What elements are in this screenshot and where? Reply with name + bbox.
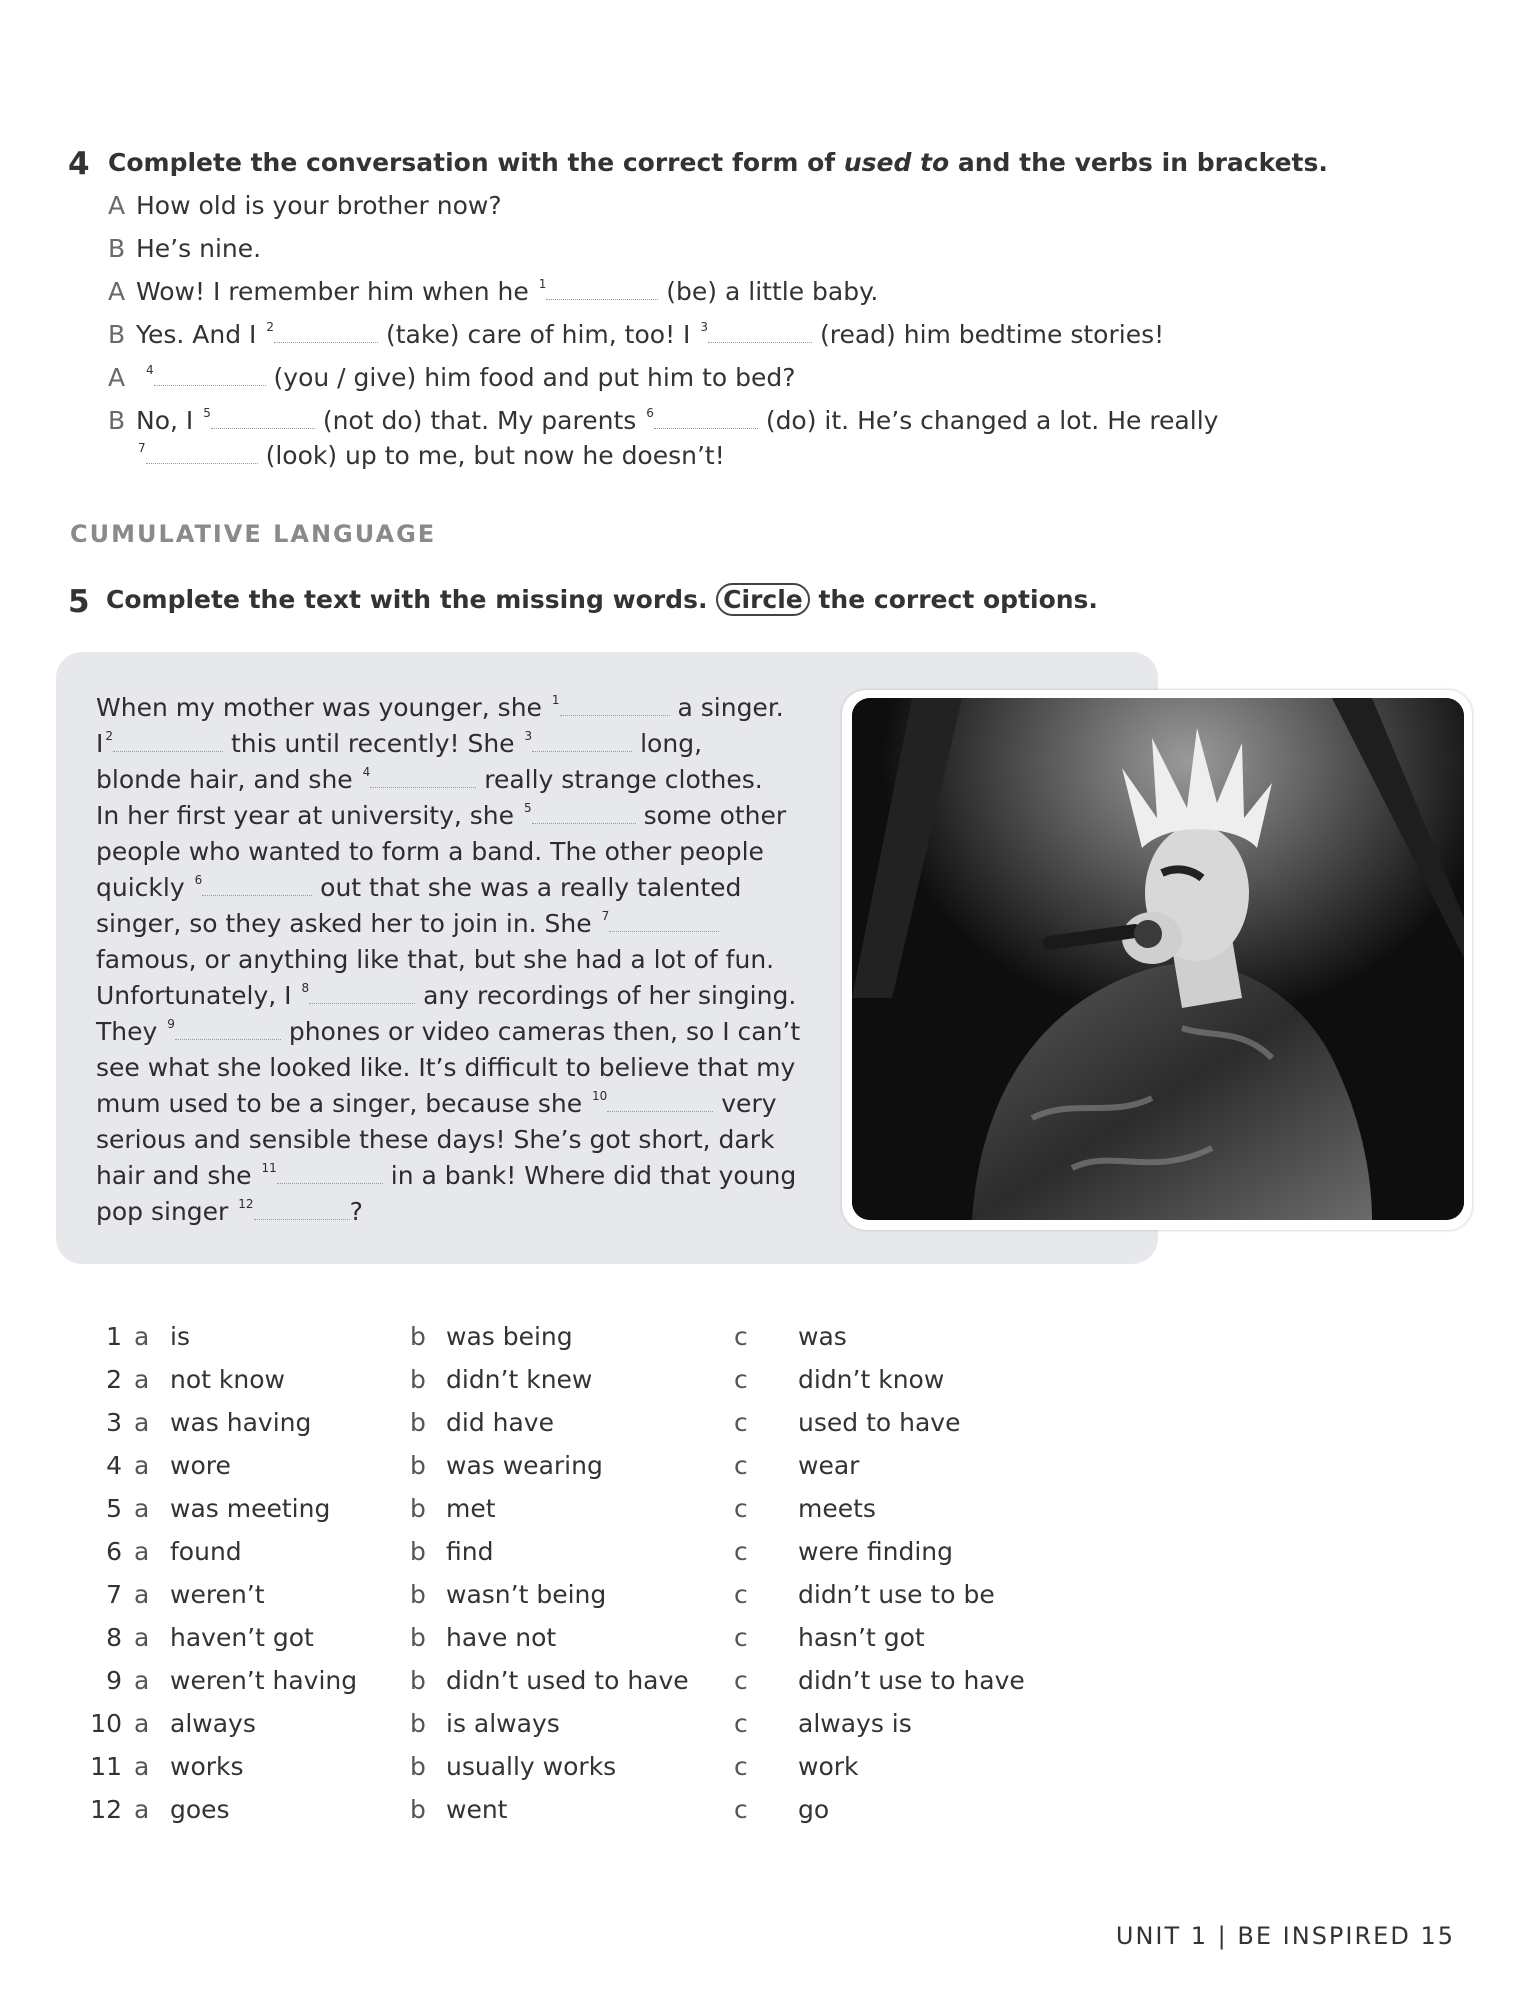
question-number: 12 xyxy=(90,1795,122,1824)
circle-word: Circle xyxy=(716,583,810,616)
line-text: How old is your brother now? xyxy=(136,191,502,220)
option-c-letter[interactable]: c xyxy=(734,1494,748,1523)
option-c[interactable]: were finding xyxy=(798,1537,954,1566)
option-c-letter[interactable]: c xyxy=(734,1752,748,1781)
passage-text: any recordings of her singing. xyxy=(423,981,797,1010)
option-b-letter[interactable]: b xyxy=(410,1322,426,1351)
gap-number: 4 xyxy=(145,363,154,377)
line-text: (be) a little baby. xyxy=(666,277,879,306)
option-c[interactable]: wear xyxy=(798,1451,860,1480)
question-number: 6 xyxy=(106,1537,122,1566)
passage-text: see what she looked like. It’s difficult to believe that my xyxy=(96,1053,796,1082)
option-b-letter[interactable]: b xyxy=(410,1752,426,1781)
option-c-letter[interactable]: c xyxy=(734,1795,748,1824)
passage-text: ? xyxy=(349,1197,363,1226)
instruction-text-end: and the verbs in brackets. xyxy=(949,148,1328,177)
passage-text: in a bank! Where did that young xyxy=(390,1161,797,1190)
answer-blank[interactable] xyxy=(146,441,258,464)
gap-number: 1 xyxy=(538,277,547,291)
passage-text: phones or video cameras then, so I can’t xyxy=(288,1017,801,1046)
option-a-letter[interactable]: a xyxy=(134,1752,150,1781)
exercise-5-number: 5 xyxy=(68,584,90,620)
option-c[interactable]: didn’t know xyxy=(798,1365,945,1394)
option-a-letter[interactable]: a xyxy=(134,1451,150,1480)
option-c-letter[interactable]: c xyxy=(734,1365,748,1394)
gap-number: 8 xyxy=(301,981,310,995)
gap-number: 5 xyxy=(523,801,532,815)
passage-line-7 xyxy=(96,906,776,942)
option-b-letter[interactable]: b xyxy=(410,1580,426,1609)
answer-blank[interactable] xyxy=(532,729,632,752)
passage-line-13 xyxy=(96,1122,776,1158)
gap-number: 12 xyxy=(238,1197,254,1211)
option-b[interactable]: was being xyxy=(446,1322,573,1351)
option-c-letter[interactable]: c xyxy=(734,1537,748,1566)
passage-text: quickly xyxy=(96,873,185,902)
option-c[interactable]: go xyxy=(798,1795,830,1824)
answer-blank[interactable] xyxy=(175,1017,281,1040)
option-c[interactable]: meets xyxy=(798,1494,876,1523)
option-b[interactable]: met xyxy=(446,1494,496,1523)
question-number: 9 xyxy=(106,1666,122,1695)
passage-line-3 xyxy=(96,762,776,798)
option-b-letter[interactable]: b xyxy=(410,1795,426,1824)
answer-blank[interactable] xyxy=(202,873,312,896)
singer-illustration xyxy=(852,698,1464,1220)
reading-passage xyxy=(96,690,801,1230)
line-text: (read) him bedtime stories! xyxy=(819,320,1165,349)
option-a[interactable]: always xyxy=(170,1709,256,1738)
passage-line-5 xyxy=(96,834,776,870)
option-b-letter[interactable]: b xyxy=(410,1709,426,1738)
answer-blank[interactable] xyxy=(154,363,266,386)
line-text: No, I xyxy=(136,406,194,435)
gap-number: 6 xyxy=(194,873,203,887)
speaker: A xyxy=(108,277,126,306)
passage-text: mum used to be a singer, because she xyxy=(96,1089,583,1118)
option-b[interactable]: didn’t knew xyxy=(446,1365,593,1394)
option-a[interactable]: weren’t xyxy=(170,1580,265,1609)
passage-line-2 xyxy=(96,726,776,762)
conversation-line-3 xyxy=(108,277,878,306)
page-footer xyxy=(1116,1922,1455,1950)
passage-line-8 xyxy=(96,942,776,978)
conversation-line-5 xyxy=(108,363,796,392)
option-c-letter[interactable]: c xyxy=(734,1623,748,1652)
passage-text: In her first year at university, she xyxy=(96,801,515,830)
passage-line-4 xyxy=(96,798,787,834)
gap-number: 4 xyxy=(362,765,371,779)
answer-blank[interactable] xyxy=(609,909,719,932)
option-b[interactable]: didn’t used to have xyxy=(446,1666,689,1695)
line-text: (not do) that. My parents xyxy=(322,406,637,435)
option-c-letter[interactable]: c xyxy=(734,1666,748,1695)
passage-text: They xyxy=(96,1017,158,1046)
speaker: B xyxy=(108,234,126,263)
option-a-letter[interactable]: a xyxy=(134,1709,150,1738)
answer-blank[interactable] xyxy=(532,801,636,824)
passage-text: out that she was a really talented xyxy=(320,873,742,902)
page-number: 15 xyxy=(1420,1922,1455,1950)
option-c-letter[interactable]: c xyxy=(734,1580,748,1609)
answer-blank[interactable] xyxy=(708,320,812,343)
option-b[interactable]: was wearing xyxy=(446,1451,603,1480)
conversation-line-7 xyxy=(136,441,725,470)
option-a-letter[interactable]: a xyxy=(134,1666,150,1695)
option-b[interactable]: went xyxy=(446,1795,508,1824)
instruction-text: Complete the text with the missing words. xyxy=(106,585,708,614)
gap-number: 1 xyxy=(551,693,560,707)
option-b-letter[interactable]: b xyxy=(410,1451,426,1480)
instruction-text: Complete the conversation with the correct form of xyxy=(108,148,844,177)
line-text: (you / give) him food and put him to bed? xyxy=(273,363,796,392)
passage-text: serious and sensible these days! She’s got short, dark xyxy=(96,1125,775,1154)
passage-line-12 xyxy=(96,1086,776,1122)
question-number: 7 xyxy=(106,1580,122,1609)
option-c-letter[interactable]: c xyxy=(734,1408,748,1437)
answer-blank[interactable] xyxy=(560,693,670,716)
unit-label: UNIT 1 xyxy=(1115,1922,1209,1950)
answer-blank[interactable] xyxy=(309,981,415,1004)
exercise-4-instruction xyxy=(108,148,1328,177)
passage-text: singer, so they asked her to join in. She xyxy=(96,909,592,938)
answer-blank[interactable] xyxy=(211,406,315,429)
answer-blank[interactable] xyxy=(254,1197,350,1220)
option-a[interactable]: weren’t having xyxy=(170,1666,358,1695)
question-number: 5 xyxy=(106,1494,122,1523)
gap-number: 3 xyxy=(524,729,533,743)
option-b[interactable]: find xyxy=(446,1537,494,1566)
question-number: 4 xyxy=(106,1451,122,1480)
speaker: B xyxy=(108,406,126,435)
option-c[interactable]: didn’t use to have xyxy=(798,1666,1025,1695)
answer-blank[interactable] xyxy=(370,765,476,788)
passage-text: Unfortunately, I xyxy=(96,981,292,1010)
line-text: (take) care of him, too! I xyxy=(385,320,691,349)
answer-blank[interactable] xyxy=(274,320,378,343)
option-c[interactable]: always is xyxy=(798,1709,912,1738)
option-c[interactable]: was xyxy=(798,1322,847,1351)
passage-text: a singer. xyxy=(677,693,784,722)
passage-line-1 xyxy=(96,690,784,726)
answer-blank[interactable] xyxy=(277,1161,383,1184)
speaker: A xyxy=(108,191,126,220)
passage-line-6 xyxy=(96,870,776,906)
footer-separator: | xyxy=(1217,1922,1228,1950)
option-b[interactable]: usually works xyxy=(446,1752,617,1781)
line-text: (do) it. He’s changed a lot. He really xyxy=(765,406,1219,435)
option-b[interactable]: wasn’t being xyxy=(446,1580,607,1609)
passage-line-10 xyxy=(96,1014,801,1050)
passage-text: long, xyxy=(640,729,703,758)
conversation-line-6 xyxy=(108,406,1218,435)
option-c[interactable]: work xyxy=(798,1752,859,1781)
option-b-letter[interactable]: b xyxy=(410,1623,426,1652)
gap-number: 5 xyxy=(203,406,211,420)
gap-number: 11 xyxy=(261,1161,277,1175)
line-text: Yes. And I xyxy=(136,320,257,349)
gap-number: 2 xyxy=(266,320,274,334)
passage-text: hair and she xyxy=(96,1161,252,1190)
option-a-letter[interactable]: a xyxy=(134,1795,150,1824)
conversation-line-1 xyxy=(108,191,502,220)
gap-number: 9 xyxy=(167,1017,175,1031)
option-c[interactable]: hasn’t got xyxy=(798,1623,925,1652)
question-number: 11 xyxy=(90,1752,122,1781)
option-c[interactable]: didn’t use to be xyxy=(798,1580,995,1609)
gap-number: 6 xyxy=(646,406,654,420)
question-number: 8 xyxy=(106,1623,122,1652)
passage-text: some other xyxy=(643,801,787,830)
option-a-letter[interactable]: a xyxy=(134,1580,150,1609)
option-a[interactable]: works xyxy=(170,1752,244,1781)
passage-line-11 xyxy=(96,1050,796,1086)
section-heading: CUMULATIVE LANGUAGE xyxy=(70,520,437,548)
gap-number: 2 xyxy=(105,729,114,743)
option-a-letter[interactable]: a xyxy=(134,1537,150,1566)
passage-text: famous, or anything like that, but she had a lot of fun. xyxy=(96,945,775,974)
answer-blank[interactable] xyxy=(546,277,658,300)
question-number: 3 xyxy=(106,1408,122,1437)
option-a[interactable]: is xyxy=(170,1322,190,1351)
option-b-letter[interactable]: b xyxy=(410,1494,426,1523)
option-a-letter[interactable]: a xyxy=(134,1494,150,1523)
gap-number: 3 xyxy=(700,320,709,334)
option-a-letter[interactable]: a xyxy=(134,1322,150,1351)
question-number: 2 xyxy=(106,1365,122,1394)
option-c-letter[interactable]: c xyxy=(734,1709,748,1738)
passage-text: I xyxy=(96,729,104,758)
option-a[interactable]: found xyxy=(170,1537,242,1566)
line-text: He’s nine. xyxy=(136,234,262,263)
option-b[interactable]: have not xyxy=(446,1623,557,1652)
gap-number: 7 xyxy=(138,441,146,455)
passage-text: very xyxy=(721,1089,777,1118)
passage-line-9 xyxy=(96,978,797,1014)
option-a-letter[interactable]: a xyxy=(134,1365,150,1394)
passage-text: pop singer xyxy=(96,1197,229,1226)
passage-line-14 xyxy=(96,1158,797,1194)
passage-text: really strange clothes. xyxy=(484,765,763,794)
option-b-letter[interactable]: b xyxy=(410,1537,426,1566)
instruction-text-end: the correct options. xyxy=(818,585,1098,614)
exercise-5-instruction xyxy=(106,585,1098,614)
answer-blank[interactable] xyxy=(654,406,758,429)
passage-line-15 xyxy=(96,1194,776,1230)
option-b[interactable]: did have xyxy=(446,1408,554,1437)
option-a[interactable]: not know xyxy=(170,1365,285,1394)
unit-title: BE INSPIRED xyxy=(1237,1922,1411,1950)
answer-blank[interactable] xyxy=(607,1089,713,1112)
option-b[interactable]: is always xyxy=(446,1709,560,1738)
instruction-italic: used to xyxy=(843,148,950,177)
gap-number: 7 xyxy=(601,909,610,923)
passage-text: When my mother was younger, she xyxy=(96,693,542,722)
line-text: Wow! I remember him when he xyxy=(136,277,529,306)
question-number: 10 xyxy=(90,1709,122,1738)
option-b-letter[interactable]: b xyxy=(410,1365,426,1394)
passage-text: blonde hair, and she xyxy=(96,765,353,794)
passage-text: this until recently! She xyxy=(230,729,515,758)
line-text: (look) up to me, but now he doesn’t! xyxy=(265,441,725,470)
conversation-line-2 xyxy=(108,234,261,263)
gap-number: 10 xyxy=(592,1089,608,1103)
option-c-letter[interactable]: c xyxy=(734,1322,748,1351)
option-a[interactable]: was meeting xyxy=(170,1494,331,1523)
option-b-letter[interactable]: b xyxy=(410,1408,426,1437)
option-a-letter[interactable]: a xyxy=(134,1623,150,1652)
option-a-letter[interactable]: a xyxy=(134,1408,150,1437)
option-a[interactable]: haven’t got xyxy=(170,1623,314,1652)
question-number: 1 xyxy=(106,1322,122,1351)
option-c-letter[interactable]: c xyxy=(734,1451,748,1480)
singer-photo xyxy=(852,698,1464,1220)
speaker: B xyxy=(108,320,126,349)
option-a[interactable]: wore xyxy=(170,1451,231,1480)
speaker: A xyxy=(108,363,126,392)
option-c[interactable]: used to have xyxy=(798,1408,961,1437)
option-b-letter[interactable]: b xyxy=(410,1666,426,1695)
answer-blank[interactable] xyxy=(113,729,223,752)
option-a[interactable]: was having xyxy=(170,1408,312,1437)
passage-text: people who wanted to form a band. The other people xyxy=(96,837,764,866)
conversation-line-4 xyxy=(108,320,1164,349)
option-a[interactable]: goes xyxy=(170,1795,230,1824)
exercise-4-number: 4 xyxy=(68,146,90,182)
